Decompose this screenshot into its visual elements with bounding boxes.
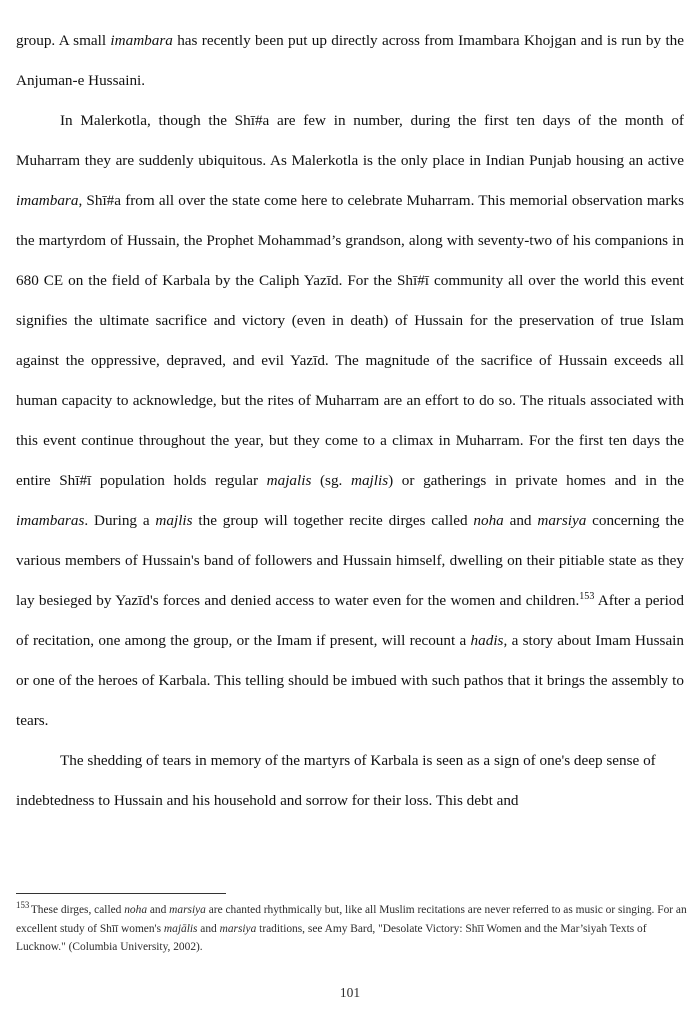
- body-text-column: [16, 21, 684, 821]
- italic-term: hadis: [470, 632, 504, 649]
- text-run: , a story about Imam Hussain or one of the heroes of Karbala. This telling should be imbued with such pathos that it brings the assembly to tears.: [16, 632, 684, 729]
- text-run: traditions, see Amy Bard, "Desolate Victory: Shīī Women and the Mar’siyah Texts of Lucknow." (Columbia University, 2002).: [16, 922, 647, 953]
- text-run: are chanted rhythmically but, like all Muslim recitations are never referred to as music or singing. For an excellent study of Shīī women's: [16, 904, 687, 935]
- italic-term: noha: [124, 904, 148, 916]
- text-run: . During a: [84, 512, 156, 529]
- text-run: After a period of recitation, one among the group, or the Imam if present, will recount a: [16, 592, 684, 649]
- footnote-block: [16, 901, 688, 957]
- text-run: concerning the various members of Hussain's band of followers and Hussain himself, dwelling on their pitiable state as they lay besieged by Yazīd's forces and denied access to water even for the women and children.: [16, 512, 684, 609]
- footnote-153: [16, 901, 688, 957]
- footnote-reference[interactable]: 153: [579, 590, 595, 602]
- italic-term: majlis: [350, 472, 389, 489]
- text-run: has recently been put up directly across from Imambara Khojgan and is run by the Anjuman-e Hussaini.: [16, 32, 684, 89]
- page-number: 101: [339, 985, 361, 1000]
- italic-term: noha: [473, 512, 504, 529]
- text-run: the group will together recite dirges called: [192, 512, 474, 529]
- italic-term: imambaras: [16, 512, 85, 529]
- italic-term: marsiya: [219, 922, 257, 935]
- text-run: (sg.: [311, 472, 351, 489]
- italic-term: marsiya: [169, 904, 206, 916]
- text-run: and: [503, 512, 538, 529]
- text-run: The shedding of tears in memory of the martyrs of Karbala is seen as a sign of one's deep sense of indebtedness to Hussain and his household and sorrow for their loss. This debt and: [16, 752, 656, 809]
- text-run: In Malerkotla, though the Shī#a are few in number, during the first ten days of the month of Muharram they are suddenly ubiquitous. As Malerkotla is the only place in Indian Punjab housing an active: [16, 112, 684, 169]
- text-run: ) or gatherings in private homes and in the: [388, 472, 685, 489]
- text-run: These dirges, called: [30, 904, 125, 916]
- text-run: and: [197, 922, 220, 935]
- text-run: and: [147, 904, 170, 916]
- italic-term: imambara: [16, 192, 79, 209]
- italic-term: majlis: [155, 512, 193, 529]
- paragraph-malerkotla: [16, 101, 684, 741]
- italic-term: marsiya: [537, 512, 587, 529]
- italic-term: majalis: [266, 472, 312, 489]
- italic-term: imambara: [110, 32, 173, 49]
- text-run: , Shī#a from all over the state come here to celebrate Muharram. This memorial observation marks the martyrdom of Hussain, the Prophet Mohammad’s grandson, along with seventy-two of his companions in 680 CE on the field of Karbala by the Caliph Yazīd. For the Shī#ī community all over the world this event signifies the ultimate sacrifice and victory (even in death) of Hussain for the preservation of true Islam against the oppressive, depraved, and evil Yazīd. The magnitude of the sacrifice of Hussain exceeds all human capacity to acknowledge, but the rites of Muharram are an effort to do so. The rituals associated with this event continue throughout the year, but they come to a climax in Muharram. For the first ten days the entire Shī#ī population holds regular: [16, 192, 684, 489]
- footnote-number[interactable]: 153: [16, 900, 30, 911]
- italic-term: majālis: [163, 922, 198, 935]
- footnote-separator-rule: [16, 893, 226, 894]
- paragraph-continued: [16, 21, 684, 101]
- text-run: group. A small: [16, 32, 111, 49]
- paragraph-shedding-tears: [16, 741, 684, 821]
